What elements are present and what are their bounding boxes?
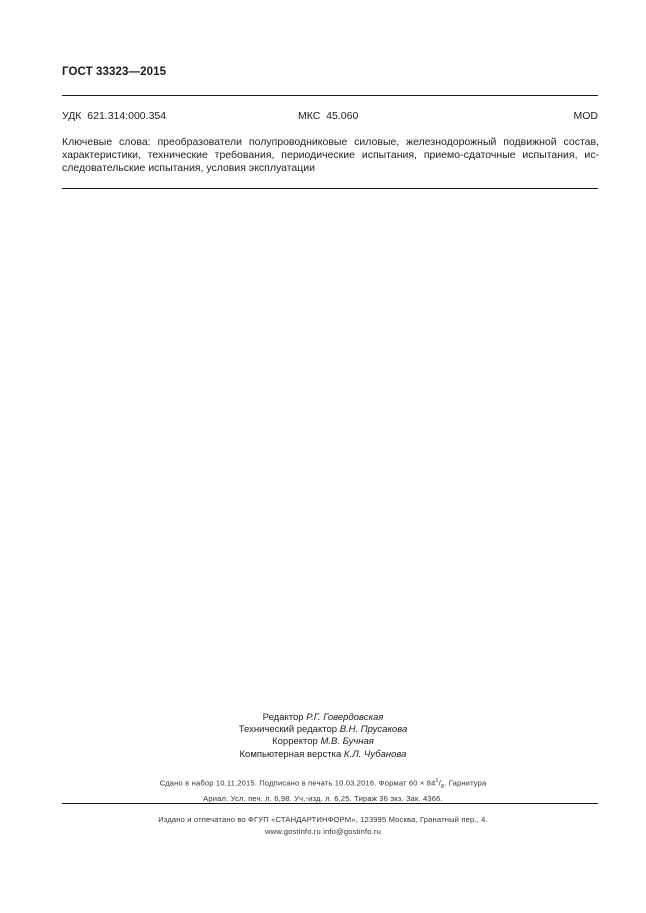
imprint-line: Ариал. Усл. печ. л. 6,98. Уч.-изд. л. 6,25. Тираж 36 экз. Зак. 4366.	[203, 794, 443, 804]
credit-editor: Редактор Р.Г. Говердовская	[262, 712, 384, 723]
divider-keywords	[62, 188, 598, 189]
credit-proofreader: Корректор М.В. Бучная	[272, 736, 374, 748]
mks-code: МКС 45.060	[298, 110, 359, 122]
keywords-line: характеристики, технические требования, периодические испытания, приемо-сдаточные испытания, ис-	[62, 149, 599, 161]
modification-label: MOD	[573, 110, 598, 122]
divider-top	[62, 95, 598, 96]
credits-block	[0, 712, 646, 761]
imprint-line: Сдано в набор 10.11.2015. Подписано в печать 10.03.2016. Формат $60 \times 84^1/_8$. Гарнитура	[159, 778, 487, 791]
imprint-block	[0, 776, 646, 804]
email-link[interactable]: info@gostinfo.ru	[323, 826, 381, 836]
keywords-paragraph	[62, 136, 599, 175]
credit-tech-editor: Технический редактор В.Н. Прусакова	[238, 724, 408, 736]
publisher-address: Издано и отпечатано во ФГУП «СТАНДАРТИНФОРМ», 123995 Москва, Гранатный пер., 4.	[158, 815, 488, 824]
website-link[interactable]: www.gostinfo.ru	[265, 826, 321, 836]
credit-layout: Компьютерная верстка К.Л. Чубанова	[239, 748, 407, 760]
keywords-line: следовательские испытания, условия эксплуатации	[62, 162, 315, 174]
publisher-contacts	[0, 826, 646, 838]
publisher-block	[0, 814, 646, 837]
keywords-line: Ключевые слова: преобразователи полупроводниковые силовые, железнодорожный подвижной состав,	[62, 136, 599, 148]
udk-code: УДК 621.314:000.354	[62, 110, 167, 122]
divider-bottom	[62, 803, 598, 804]
standard-code: ГОСТ 33323—2015	[62, 66, 167, 78]
classification-row	[62, 110, 598, 124]
